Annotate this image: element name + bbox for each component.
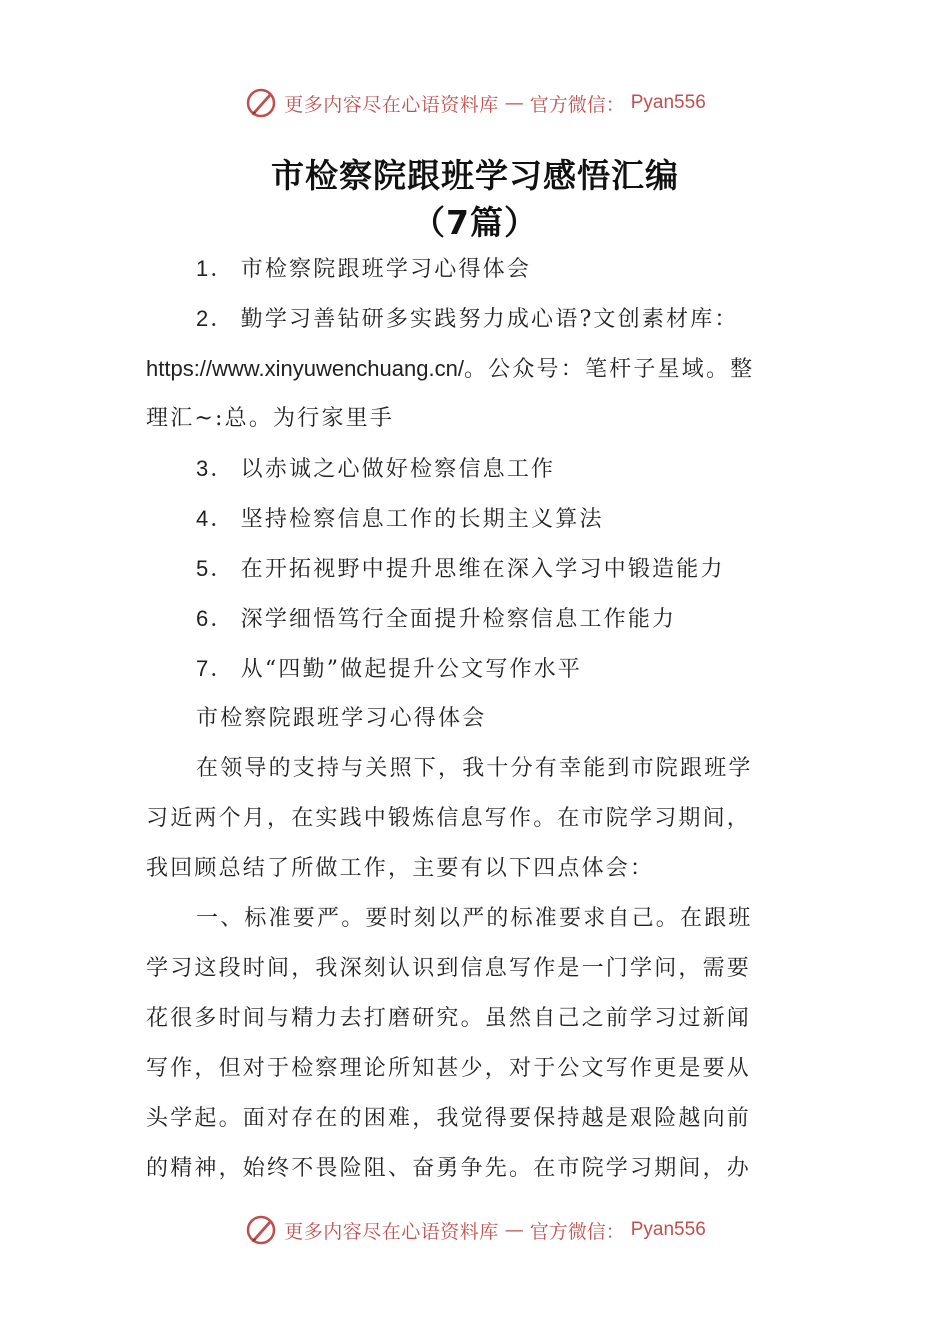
banner-text: 更多内容尽在心语资料库 xyxy=(284,93,499,116)
toc-number: 5． xyxy=(196,556,235,581)
toc-item-4 xyxy=(196,504,806,535)
header-banner xyxy=(0,83,950,123)
toc-text: 以赤诚之心做好检察信息工作 xyxy=(240,457,556,482)
toc-text: 市检察院跟班学习心得体会 xyxy=(240,257,532,282)
toc-text: 从“四勤”做起提升公文写作水平 xyxy=(240,657,583,682)
document-subtitle: （7篇） xyxy=(412,203,538,242)
body-line: 花很多时间与精力去打磨研究。虽然自己之前学习过新闻 xyxy=(146,1006,752,1031)
banner-wechat-id: Pyan556 xyxy=(630,1219,706,1240)
banner-wechat-id: Pyan556 xyxy=(630,92,706,113)
banner-separator: — xyxy=(504,92,524,114)
banner-wechat-label: 官方微信： xyxy=(529,93,625,116)
toc-item-2 xyxy=(196,304,806,335)
toc-item-7 xyxy=(196,654,806,685)
banner-text: 更多内容尽在心语资料库 xyxy=(284,1220,499,1243)
toc-item-3 xyxy=(196,454,806,485)
body-line: 的精神，始终不畏险阻、奋勇争先。在市院学习期间，办 xyxy=(146,1156,752,1181)
toc-url: https://www.xinyuwenchuang.cn/ xyxy=(146,356,464,381)
body-line: 在领导的支持与关照下，我十分有幸能到市院跟班学 xyxy=(196,756,753,781)
toc-item-6 xyxy=(196,604,806,635)
toc-item-2-continued xyxy=(146,354,806,385)
toc-text: 坚持检察信息工作的长期主义算法 xyxy=(240,507,604,532)
body-line: 我回顾总结了所做工作，主要有以下四点体会： xyxy=(146,856,655,881)
toc-item-1 xyxy=(196,254,806,285)
toc-text: 勤学习善钻研多实践努力成心语?文创素材库： xyxy=(240,307,739,332)
toc-number: 2． xyxy=(196,306,235,331)
toc-item-2-continued-2: 理汇~:总。为行家里手 xyxy=(146,406,395,431)
body-line: 头学起。面对存在的困难，我觉得要保持越是艰险越向前 xyxy=(146,1106,752,1131)
toc-number: 4． xyxy=(196,506,235,531)
banner-wechat-label: 官方微信： xyxy=(529,1220,625,1243)
body-line: 一、标准要严。要时刻以严的标准要求自己。在跟班 xyxy=(196,906,753,931)
section-heading: 市检察院跟班学习心得体会 xyxy=(196,706,487,731)
body-line: 习近两个月，在实践中锻炼信息写作。在市院学习期间， xyxy=(146,806,752,831)
body-line: 写作，但对于检察理论所知甚少，对于公文写作更是要从 xyxy=(146,1056,752,1081)
document-title: 市检察院跟班学习感悟汇编 xyxy=(271,156,679,195)
toc-text: 。公众号：笔杆子星域。整 xyxy=(463,357,755,382)
footer-banner xyxy=(0,1210,950,1250)
toc-number: 6． xyxy=(196,606,235,631)
toc-number: 3． xyxy=(196,456,235,481)
toc-number: 1． xyxy=(196,256,235,281)
toc-text: 深学细悟笃行全面提升检察信息工作能力 xyxy=(240,607,677,632)
toc-number: 7． xyxy=(196,656,235,681)
body-line: 学习这段时间，我深刻认识到信息写作是一门学问，需要 xyxy=(146,956,752,981)
banner-separator: — xyxy=(504,1219,524,1241)
pen-logo-icon xyxy=(244,86,278,120)
toc-text: 在开拓视野中提升思维在深入学习中锻造能力 xyxy=(240,557,725,582)
toc-item-5 xyxy=(196,554,806,585)
pen-logo-icon xyxy=(244,1213,278,1247)
